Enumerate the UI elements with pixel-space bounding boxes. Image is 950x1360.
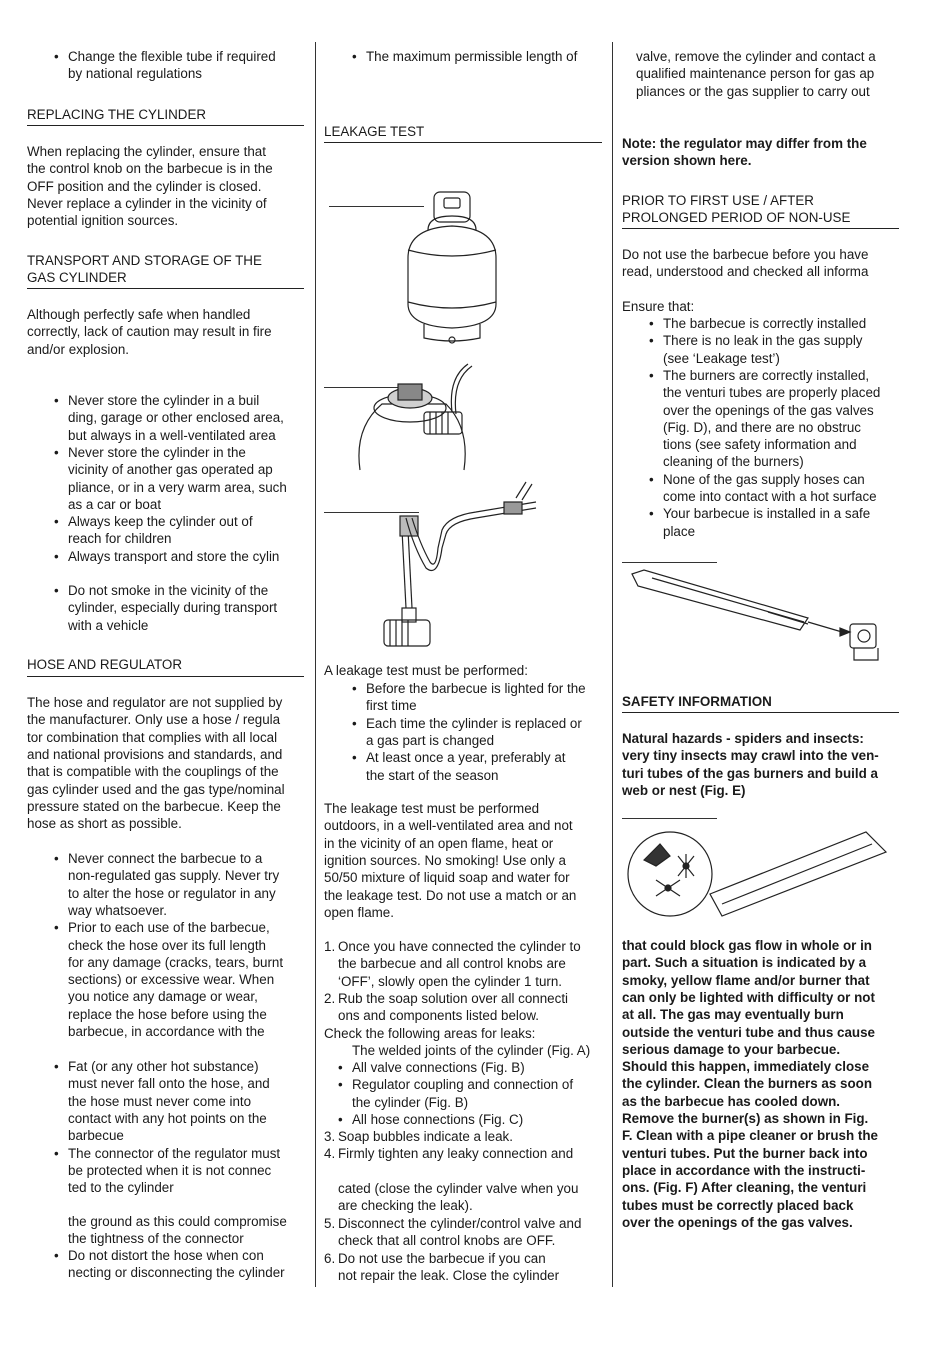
ensure-bullet-line: (Fig. D), and there are no obstruc	[663, 419, 861, 435]
bullet-glyph: •	[649, 333, 654, 349]
heading-transport-storage-line: TRANSPORT AND STORAGE OF THE	[27, 253, 262, 268]
hose-continued-line: the tightness of the connector	[68, 1231, 244, 1247]
heading-rule-leakage	[324, 142, 602, 143]
gas-cylinder-illustration	[400, 188, 500, 348]
hose-paragraph-line: pressure stated on the barbecue. Keep the	[27, 798, 281, 814]
bullet-glyph: •	[54, 851, 59, 866]
leakage-step-line: the barbecue and all control knobs are	[338, 956, 566, 972]
hose-assembly-illustration	[376, 478, 546, 650]
check-bullet-line: the cylinder (Fig. B)	[352, 1094, 469, 1110]
leakage-paragraph-line: the leakage test. Do not use a match or an	[324, 887, 577, 903]
bullet-glyph: •	[54, 583, 59, 598]
hose-bullet-line: Never connect the barbecue to a	[68, 851, 263, 866]
step-number: 3.	[324, 1129, 336, 1144]
figure-e-label-line	[622, 818, 717, 819]
bullet-glyph: •	[352, 750, 357, 766]
valve-continued-line: qualified maintenance person for gas ap	[636, 66, 875, 82]
ensure-bullet-line: There is no leak in the gas supply	[663, 333, 863, 349]
bullet-glyph: •	[649, 471, 654, 487]
leakage-step-line: ons and components listed below.	[338, 1008, 539, 1024]
ensure-heading: Ensure that:	[622, 299, 695, 314]
storage-bullet-line: ding, garage or other enclosed area,	[68, 410, 284, 426]
blocked-flow-paragraph-line: over the openings of the gas valves.	[622, 1214, 853, 1230]
regulator-note-line: version shown here.	[622, 153, 752, 169]
bullet-glyph: •	[54, 1145, 59, 1161]
leakage-bullet-line: Each time the cylinder is replaced or	[366, 715, 582, 731]
heading-safety-information: SAFETY INFORMATION	[622, 694, 772, 709]
bullet-glyph: •	[338, 1077, 343, 1093]
hose-paragraph-line: and national provisions and standards, and	[27, 746, 283, 762]
hose-bullet-line: Fat (or any other hot substance)	[68, 1059, 259, 1074]
leakage-step-line: Soap bubbles indicate a leak.	[338, 1129, 513, 1144]
heading-rule-prior	[622, 228, 899, 229]
regulation-bullet-line: Change the flexible tube if required	[68, 49, 276, 64]
leakage-step-line: ‘OFF’, slowly open the cylinder 1 turn.	[338, 973, 563, 989]
leakage-paragraph-line: 50/50 mixture of liquid soap and water for	[324, 870, 570, 886]
hose-paragraph-line: the manufacturer. Only use a hose / regula	[27, 712, 281, 728]
natural-hazards-paragraph-line: very tiny insects may crawl into the ven-	[622, 748, 879, 764]
hose-bullet-line: Do not distort the hose when con	[68, 1248, 264, 1263]
heading-leakage-test: LEAKAGE TEST	[324, 124, 425, 139]
bullet-glyph: •	[54, 393, 59, 408]
blocked-flow-paragraph-line: that could block gas flow in whole or in	[622, 938, 872, 953]
hose-paragraph-line: gas cylinder used and the gas type/nominal	[27, 781, 285, 797]
check-welded-joints: The welded joints of the cylinder (Fig. A)	[352, 1043, 591, 1058]
hose-bullet-line: barbecue, in accordance with the	[68, 1024, 265, 1039]
hose-bullet-line: be protected when it is not connec	[68, 1162, 272, 1178]
transport-paragraph-line: correctly, lack of caution may result in fire	[27, 324, 272, 340]
leakage-continued-line: are checking the leak).	[338, 1198, 473, 1214]
storage-bullet-line: pliance, or in a very warm area, such	[68, 479, 287, 495]
blocked-flow-paragraph-line: serious damage to your barbecue.	[622, 1041, 841, 1057]
leakage-step-line: check that all control knobs are OFF.	[338, 1233, 556, 1249]
heading-prior-use-line: PRIOR TO FIRST USE / AFTER	[622, 193, 814, 208]
bullet-glyph: •	[338, 1111, 343, 1127]
storage-bullet-line: Never store the cylinder in a buil	[68, 393, 260, 408]
storage-bullet-line: Always keep the cylinder out of	[68, 514, 253, 530]
ensure-bullet-line: place	[663, 523, 696, 539]
hose-bullet-line: necting or disconnecting the cylinder	[68, 1265, 285, 1281]
leakage-step-line: Once you have connected the cylinder to	[338, 939, 581, 954]
ensure-bullet-line: tions (see safety information and	[663, 437, 857, 453]
ensure-bullet-line: come into contact with a hot surface	[663, 489, 877, 504]
hose-paragraph-line: hose as short as possible.	[27, 816, 182, 832]
heading-rule-hose	[27, 676, 304, 677]
spider-insect-burner-illustration	[626, 826, 896, 922]
hose-paragraph-line: The hose and regulator are not supplied by	[27, 695, 283, 710]
heading-rule-transport	[27, 288, 304, 289]
blocked-flow-paragraph-line: ons. (Fig. F) After cleaning, the venturi	[622, 1180, 867, 1196]
leakage-bullet-line: At least once a year, preferably at	[366, 750, 566, 766]
step-number: 2.	[324, 990, 336, 1006]
replacing-paragraph-line: When replacing the cylinder, ensure that	[27, 144, 266, 159]
heading-replacing-cylinder: REPLACING THE CYLINDER	[27, 107, 207, 122]
hose-continued-line: the ground as this could compromise	[68, 1214, 287, 1229]
bullet-glyph: •	[352, 681, 357, 696]
hose-bullet-line: sections) or excessive wear. When	[68, 972, 275, 988]
leakage-step-line: not repair the leak. Close the cylinder	[338, 1267, 560, 1283]
hose-bullet-line: way whatsoever.	[68, 902, 167, 918]
hose-bullet-line: barbecue	[68, 1128, 124, 1144]
leakage-paragraph-line: The leakage test must be performed	[324, 801, 540, 816]
bullet-glyph: •	[54, 548, 59, 564]
bullet-glyph: •	[352, 49, 357, 64]
hose-bullet-line: contact with any hot points on the	[68, 1110, 267, 1126]
regulator-note-line: Note: the regulator may differ from the	[622, 136, 867, 151]
blocked-flow-paragraph-line: at all. The gas may eventually burn	[622, 1007, 844, 1023]
bullet-glyph: •	[352, 715, 357, 731]
leakage-continued-line: cated (close the cylinder valve when you	[338, 1181, 579, 1196]
leakage-step-line: Do not use the barbecue if you can	[338, 1250, 546, 1266]
storage-bullet-line: as a car or boat	[68, 496, 162, 512]
length-bullet-line: The maximum permissible length of	[366, 49, 578, 64]
hose-bullet-line: the hose must never come into	[68, 1093, 252, 1109]
heading-rule-replacing	[27, 125, 304, 126]
hose-bullet-line: ted to the cylinder	[68, 1180, 174, 1196]
natural-hazards-paragraph-line: Natural hazards - spiders and insects:	[622, 731, 864, 746]
blocked-flow-paragraph-line: place in accordance with the instructi-	[622, 1162, 866, 1178]
bullet-glyph: •	[54, 920, 59, 936]
regulation-bullet-line: by national regulations	[68, 66, 202, 82]
column-divider-left	[315, 42, 316, 1287]
storage-bullet-line: Do not smoke in the vicinity of the	[68, 583, 269, 598]
figure-d-label-line	[622, 562, 717, 563]
valve-continued-line: valve, remove the cylinder and contact a	[636, 49, 876, 64]
storage-bullet-line: but always in a well-ventilated area	[68, 427, 276, 443]
storage-bullet-line: Always transport and store the cylin	[68, 548, 280, 564]
storage-bullet-line: vicinity of another gas operated ap	[68, 462, 273, 478]
check-bullet-line: All hose connections (Fig. C)	[352, 1111, 524, 1127]
heading-transport-storage-line: GAS CYLINDER	[27, 270, 127, 286]
blocked-flow-paragraph-line: Should this happen, immediately close	[622, 1059, 870, 1075]
replacing-paragraph-line: Never replace a cylinder in the vicinity of	[27, 195, 267, 211]
hose-bullet-line: replace the hose before using the	[68, 1006, 267, 1022]
bullet-glyph: •	[54, 444, 59, 460]
leakage-bullet-line: Before the barbecue is lighted for the	[366, 681, 586, 696]
storage-bullet-line: with a vehicle	[68, 617, 149, 633]
bullet-glyph: •	[649, 506, 654, 522]
storage-bullet-line: cylinder, especially during transport	[68, 600, 278, 616]
leakage-paragraph-line: ignition sources. No smoking! Use only a	[324, 852, 566, 868]
blocked-flow-paragraph-line: F. Clean with a pipe cleaner or brush the	[622, 1128, 878, 1144]
bullet-glyph: •	[54, 514, 59, 530]
ensure-bullet-line: cleaning of the burners)	[663, 454, 804, 470]
ensure-bullet-line: over the openings of the gas valves	[663, 402, 874, 418]
ensure-bullet-line: None of the gas supply hoses can	[663, 471, 865, 487]
check-areas-heading: Check the following areas for leaks:	[324, 1026, 536, 1041]
hose-bullet-line: must never fall onto the hose, and	[68, 1076, 270, 1092]
heading-hose-regulator: HOSE AND REGULATOR	[27, 657, 183, 672]
leakage-bullet-line: the start of the season	[366, 767, 499, 783]
hose-bullet-line: to alter the hose or regulator in any	[68, 885, 276, 901]
ensure-bullet-line: the venturi tubes are properly placed	[663, 385, 881, 401]
blocked-flow-paragraph-line: the cylinder. Clean the burners as soon	[622, 1076, 873, 1092]
blocked-flow-paragraph-line: Remove the burner(s) as shown in Fig.	[622, 1111, 869, 1126]
replacing-paragraph-line: OFF position and the cylinder is closed.	[27, 178, 262, 194]
step-number: 6.	[324, 1250, 336, 1266]
blocked-flow-paragraph-line: as the barbecue has cooled down.	[622, 1093, 841, 1109]
hose-bullet-line: non-regulated gas supply. Never try	[68, 868, 280, 884]
replacing-paragraph-line: the control knob on the barbecue is in the	[27, 161, 273, 177]
hose-bullet-line: check the hose over its full length	[68, 937, 266, 953]
hose-paragraph-line: that is compatible with the couplings of the	[27, 764, 279, 780]
leakage-step-line: Firmly tighten any leaky connection and	[338, 1146, 574, 1162]
blocked-flow-paragraph-line: part. Such a situation is indicated by a	[622, 955, 867, 971]
blocked-flow-paragraph-line: venturi tubes. Put the burner back into	[622, 1145, 868, 1161]
transport-paragraph-line: Although perfectly safe when handled	[27, 307, 251, 322]
hose-bullet-line: you notice any damage or wear,	[68, 989, 258, 1005]
burner-venturi-illustration	[628, 568, 890, 664]
heading-prior-use-line: PROLONGED PERIOD OF NON-USE	[622, 210, 851, 226]
bullet-glyph: •	[54, 49, 59, 64]
valve-continued-line: pliances or the gas supplier to carry out	[636, 83, 870, 99]
ensure-bullet-line: (see ‘Leakage test’)	[663, 350, 780, 366]
replacing-paragraph-line: potential ignition sources.	[27, 213, 179, 229]
leakage-bullet-line: first time	[366, 698, 417, 714]
leakage-bullet-line: a gas part is changed	[366, 732, 495, 748]
transport-paragraph-line: and/or explosion.	[27, 341, 129, 357]
heading-rule-safety	[622, 712, 899, 713]
leakage-intro: A leakage test must be performed:	[324, 663, 528, 678]
storage-bullet-line: reach for children	[68, 531, 172, 547]
natural-hazards-paragraph-line: turi tubes of the gas burners and build a	[622, 765, 878, 781]
hose-bullet-line: The connector of the regulator must	[68, 1145, 281, 1161]
prior-paragraph-line: read, understood and checked all informa	[622, 264, 869, 280]
valve-regulator-illustration	[352, 358, 477, 470]
blocked-flow-paragraph-line: smoky, yellow flame and/or burner that	[622, 972, 870, 988]
bullet-glyph: •	[649, 316, 654, 331]
hose-bullet-line: Prior to each use of the barbecue,	[68, 920, 270, 936]
ensure-bullet-line: The burners are correctly installed,	[663, 367, 870, 383]
leakage-paragraph-line: outdoors, in a well-ventilated area and not	[324, 818, 573, 834]
blocked-flow-paragraph-line: can only be lighted with difficulty or not	[622, 989, 875, 1005]
check-bullet-line: All valve connections (Fig. B)	[352, 1060, 525, 1075]
storage-bullet-line: Never store the cylinder in the	[68, 444, 246, 460]
bullet-glyph: •	[649, 367, 654, 383]
prior-paragraph-line: Do not use the barbecue before you have	[622, 247, 869, 262]
ensure-bullet-line: The barbecue is correctly installed	[663, 316, 867, 331]
blocked-flow-paragraph-line: outside the venturi tube and thus cause	[622, 1024, 875, 1040]
leakage-paragraph-line: in the vicinity of an open flame, heat or	[324, 835, 554, 851]
step-number: 5.	[324, 1216, 336, 1231]
step-number: 1.	[324, 939, 336, 954]
hose-bullet-line: for any damage (cracks, tears, burnt	[68, 954, 284, 970]
leakage-step-line: Disconnect the cylinder/control valve and	[338, 1216, 582, 1231]
step-number: 4.	[324, 1146, 336, 1162]
natural-hazards-paragraph-line: web or nest (Fig. E)	[622, 782, 746, 798]
check-bullet-line: Regulator coupling and connection of	[352, 1077, 574, 1093]
bullet-glyph: •	[54, 1248, 59, 1263]
ensure-bullet-line: Your barbecue is installed in a safe	[663, 506, 871, 522]
bullet-glyph: •	[338, 1060, 343, 1075]
blocked-flow-paragraph-line: tubes must be correctly placed back	[622, 1197, 854, 1213]
leakage-paragraph-line: open flame.	[324, 904, 394, 920]
leakage-step-line: Rub the soap solution over all connecti	[338, 990, 569, 1006]
column-divider-right	[612, 42, 613, 1287]
bullet-glyph: •	[54, 1059, 59, 1074]
hose-paragraph-line: tor combination that complies with all local	[27, 729, 278, 745]
